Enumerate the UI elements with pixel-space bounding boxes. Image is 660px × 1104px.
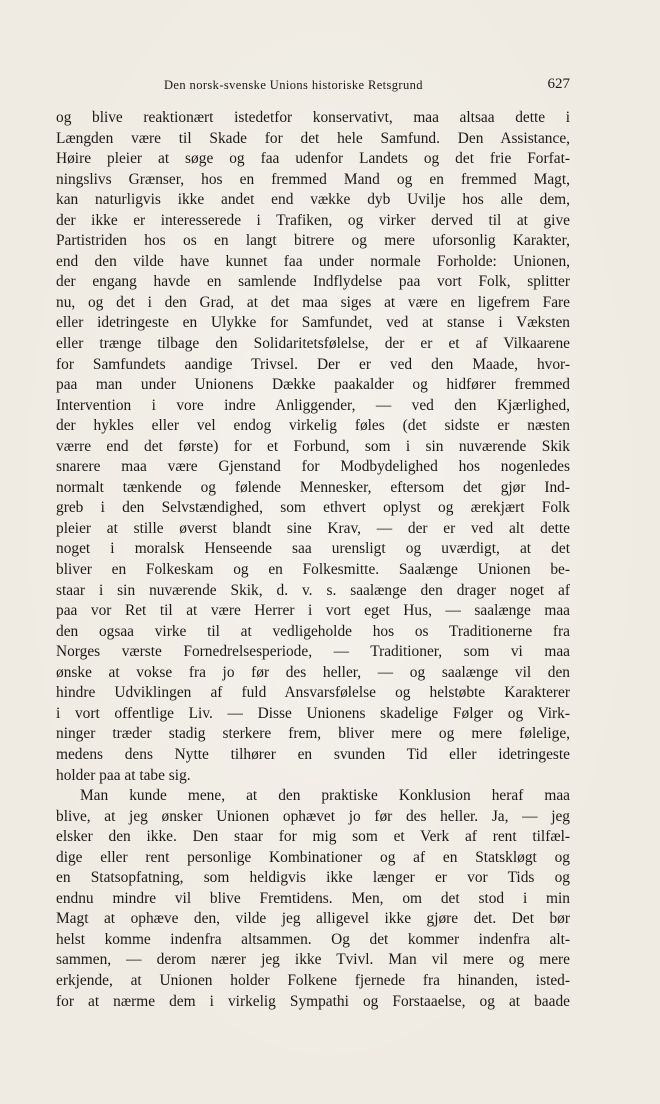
text-line: en Statsopfatning, som heldigvis ikke længer er vor Tids og — [56, 869, 570, 887]
text-line: end den vilde have kunnet faa under normale Forholde: Unionen, — [56, 252, 570, 270]
text-line: kan naturligvis ikke andet end vække dyb Uvilje hos alle dem, — [56, 191, 570, 209]
text-line: staar i sin nuværende Skik, d. v. s. saalænge den drager noget af — [56, 581, 570, 599]
text-line: pleier at stille øverst blandt sine Krav, — der er ved alt dette — [56, 519, 570, 537]
text-line: der hykles eller vel endog virkelig føles (det sidste er næsten — [56, 417, 570, 435]
text-line: den ogsaa virke til at vedligeholde hos os Traditionerne fra — [56, 622, 570, 640]
text-line: noget i moralsk Henseende saa urensligt og uværdigt, at det — [56, 540, 570, 558]
text-line: Partistriden hos os en langt bitrere og mere uforsonlig Karakter, — [56, 232, 570, 250]
text-line: dige eller rent personlige Kombinationer og af en Statskløgt og — [56, 848, 570, 866]
text-line-paragraph-end: holder paa at tabe sig. — [56, 766, 191, 784]
text-line: der engang havde en samlende Indflydelse paa vort Folk, splitter — [56, 273, 570, 291]
page-number: 627 — [547, 76, 570, 92]
text-line: snarere maa være Gjenstand for Modbydelighed hos nogenledes — [56, 458, 570, 476]
text-line: helst komme indenfra altsammen. Og det kommer indenfra alt- — [56, 930, 570, 948]
text-line: erkjende, at Unionen holder Folkene fjernede fra hinanden, isted- — [56, 971, 570, 989]
text-line: paa man under Unionens Dække paakalder og hidfører fremmed — [56, 376, 570, 394]
body-text — [56, 108, 570, 1012]
text-line: Længden være til Skade for det hele Samfund. Den Assistance, — [56, 129, 570, 147]
running-head — [56, 76, 570, 96]
text-line: blive, at jeg ønsker Unionen ophævet jo før des heller. Ja, — jeg — [56, 807, 570, 825]
text-line: for at nærme dem i virkelig Sympathi og Forstaaelse, og at baade — [56, 992, 570, 1010]
text-line: elsker den ikke. Den staar for mig som et Verk af rent tilfæl- — [56, 828, 570, 846]
text-line: endnu mindre vil blive Fremtidens. Men, om det stod i min — [56, 889, 570, 907]
text-line: sammen, — derom nærer jeg ikke Tvivl. Man vil mere og mere — [56, 951, 570, 969]
text-line: og blive reaktionært istedetfor konservativt, maa altsaa dette i — [56, 109, 570, 126]
text-line: Høire pleier at søge og faa udenfor Landets og det frie Forfat- — [56, 150, 570, 168]
text-line: hindre Udviklingen af fuld Ansvarsfølelse og helstøbte Karakterer — [56, 684, 570, 702]
text-line: paa vor Ret til at være Herrer i vort eget Hus, — saalænge maa — [56, 602, 570, 620]
text-line: der ikke er interesserede i Trafiken, og virker derved til at give — [56, 211, 570, 229]
text-line: eller trænge tilbage den Solidaritetsfølelse, der er et af Vilkaarene — [56, 335, 570, 353]
text-line: nu, og det i den Grad, at det maa siges at være en ligefrem Fare — [56, 293, 570, 311]
text-line: Norges værste Fornedrelsesperiode, — Traditioner, som vi maa — [56, 643, 570, 661]
text-line: medens dens Nytte tilhører en svunden Tid eller idetringeste — [56, 745, 570, 763]
running-title: Den norsk-svenske Unions historiske Retsgrund — [164, 78, 423, 92]
text-line-paragraph-start: Man kunde mene, at den praktiske Konklusion heraf maa — [80, 787, 570, 805]
text-line: for Samfundets aandige Trivsel. Der er ved den Maade, hvor- — [56, 355, 570, 373]
text-line: normalt tænkende og følende Mennesker, eftersom det gjør Ind- — [56, 478, 570, 496]
text-line: greb i den Selvstændighed, som ethvert oplyst og ærekjært Folk — [56, 499, 570, 517]
text-line: ønske at vokse fra jo før des heller, — og saalænge vil den — [56, 663, 570, 681]
text-line: ningslivs Grænser, hos en fremmed Mand og en fremmed Magt, — [56, 170, 570, 188]
text-line: i vort offentlige Liv. — Disse Unionens skadelige Følger og Virk- — [56, 704, 570, 722]
text-line: Magt at ophæve den, vilde jeg alligevel ikke gjøre det. Det bør — [56, 910, 570, 928]
text-line: eller idetringeste en Ulykke for Samfundet, ved at stanse i Væksten — [56, 314, 570, 332]
text-line: værre end det første) for et Forbund, som i sin nuværende Skik — [56, 437, 570, 455]
text-line: Intervention i vore indre Anliggender, — ved den Kjærlighed, — [56, 396, 570, 414]
text-line: bliver en Folkeskam og en Folkesmitte. Saalænge Unionen be- — [56, 561, 570, 579]
text-line: ninger træder stadig sterkere frem, bliver mere og mere følelige, — [56, 725, 570, 743]
